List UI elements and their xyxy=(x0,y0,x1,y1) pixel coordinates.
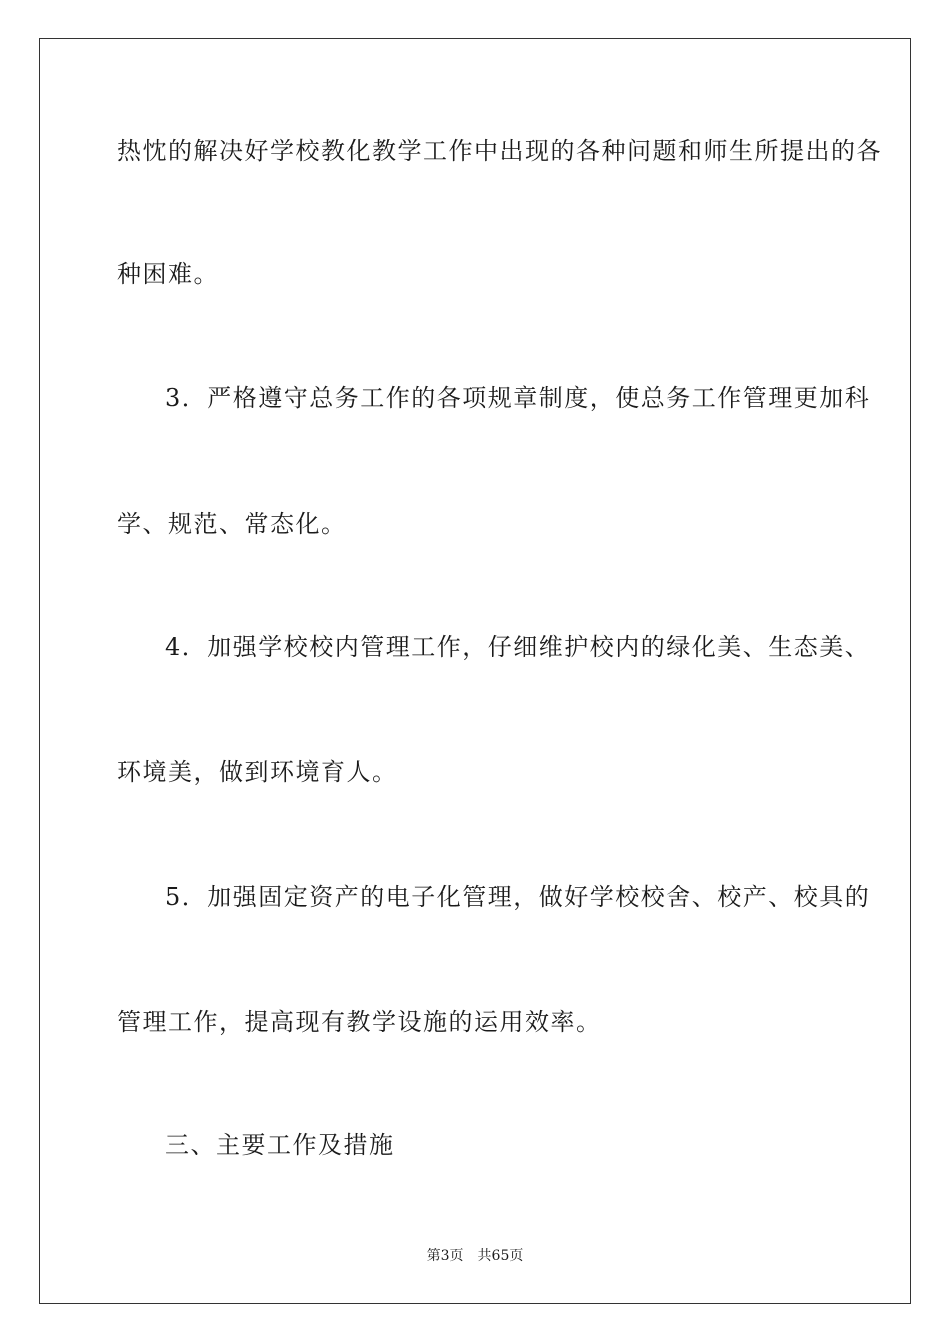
text-line: 3．严格遵守总务工作的各项规章制度，使总务工作管理更加科 xyxy=(165,384,871,412)
text-line: 管理工作，提高现有教学设施的运用效率。 xyxy=(117,1008,602,1036)
text-line: 种困难。 xyxy=(117,260,219,288)
text-line: 5．加强固定资产的电子化管理，做好学校校舍、校产、校具的 xyxy=(165,883,871,911)
text-line: 环境美，做到环境育人。 xyxy=(117,758,398,786)
page-frame xyxy=(39,38,911,1304)
text-line: 4．加强学校校内管理工作，仔细维护校内的绿化美、生态美、 xyxy=(165,633,871,661)
text-line: 学、规范、常态化。 xyxy=(117,510,347,538)
section-heading: 三、主要工作及措施 xyxy=(165,1131,395,1159)
page-footer xyxy=(0,1247,950,1265)
text-line: 热忱的解决好学校教化教学工作中出现的各种问题和师生所提出的各 xyxy=(117,137,882,165)
page-total: 共65页 xyxy=(477,1248,524,1264)
page-number: 第3页 xyxy=(426,1248,464,1264)
